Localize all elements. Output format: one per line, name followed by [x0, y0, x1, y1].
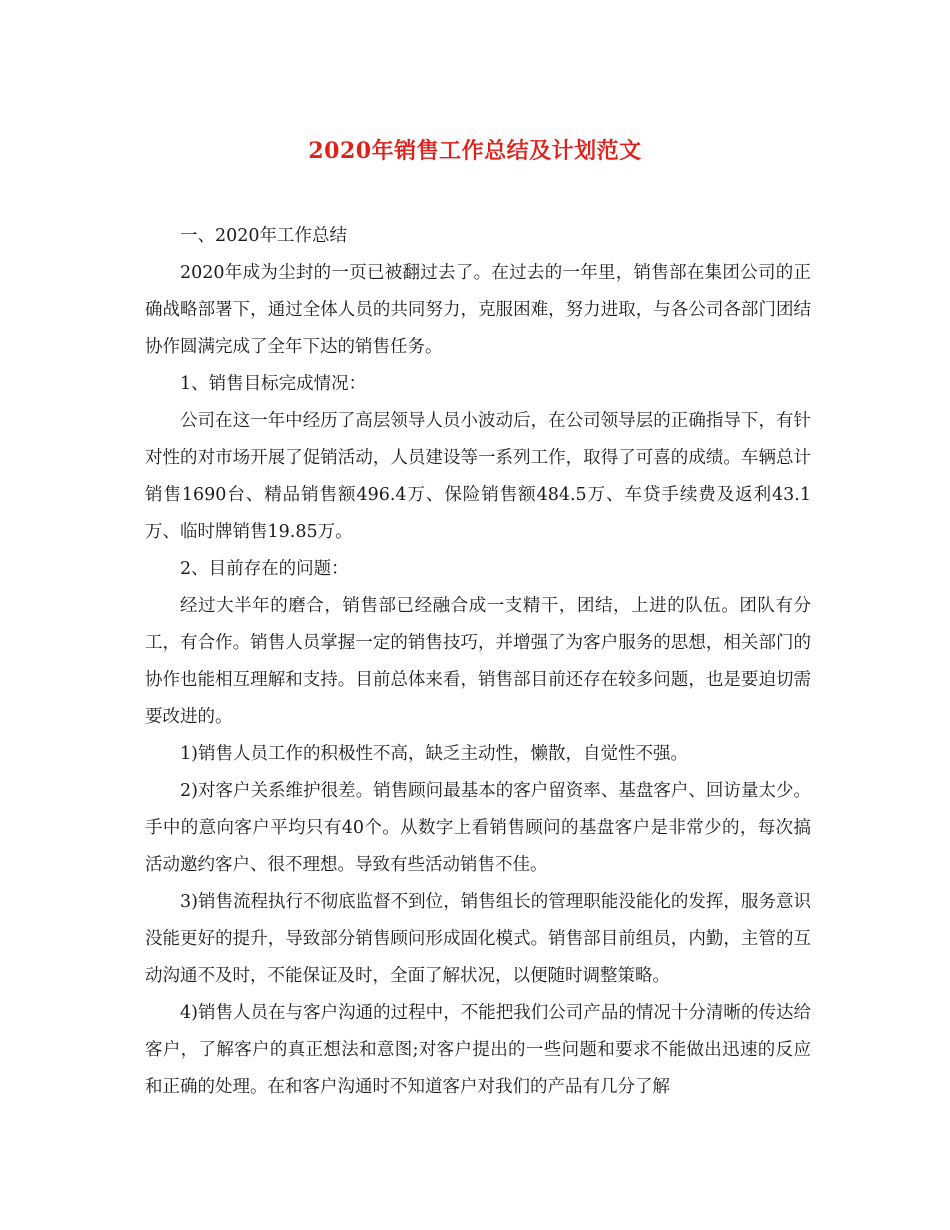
paragraph-sales-results: 公司在这一年中经历了高层领导人员小波动后，在公司领导层的正确指导下，有针对性的对市场开展了促销活动，人员建设等一系列工作，取得了可喜的成绩。车辆总计销售1690台、精品销售额496.4万、保险销售额484.5万、车贷手续费及返利43.1万、临时牌销售19.85万。: [145, 411, 811, 542]
problem-item-4: 4)销售人员在与客户沟通的过程中，不能把我们公司产品的情况十分清晰的传达给客户，了解客户的真正想法和意图;对客户提出的一些问题和要求不能做出迅速的反应和正确的处理。在和客户沟通时不知道客户对我们的产品有几分了解: [145, 1003, 811, 1097]
document-title: 2020年销售工作总结及计划范文: [308, 138, 642, 164]
problem-item-3: 3)销售流程执行不彻底监督不到位，销售组长的管理职能没能化的发挥，服务意识没能更好的提升，导致部分销售顾问形成固化模式。销售部目前组员，内勤，主管的互动沟通不及时，不能保证及时，全面了解状况，以便随时调整策略。: [145, 892, 811, 986]
subheading-sales-targets: 1、销售目标完成情况：: [180, 374, 367, 394]
document-body: [145, 218, 811, 1106]
problem-item-2: 2)对客户关系维护很差。销售顾问最基本的客户留资率、基盘客户、回访量太少。手中的意向客户平均只有40个。从数字上看销售顾问的基盘客户是非常少的，每次搞活动邀约客户、很不理想。导致有些活动销售不佳。: [145, 781, 811, 875]
paragraph-team-status: 经过大半年的磨合，销售部已经融合成一支精干，团结，上进的队伍。团队有分工，有合作。销售人员掌握一定的销售技巧，并增强了为客户服务的思想，相关部门的协作也能相互理解和支持。目前总体来看，销售部目前还存在较多问题，也是要迫切需要改进的。: [145, 596, 811, 727]
subheading-problems: 2、目前存在的问题：: [180, 559, 349, 579]
section-heading-summary: 一、2020年工作总结: [180, 226, 348, 246]
problem-item-1: 1)销售人员工作的积极性不高，缺乏主动性，懒散，自觉性不强。: [180, 744, 688, 764]
paragraph-intro: 2020年成为尘封的一页已被翻过去了。在过去的一年里，销售部在集团公司的正确战略部署下，通过全体人员的共同努力，克服困难，努力进取，与各公司各部门团结协作圆满完成了全年下达的销售任务。: [145, 263, 811, 357]
